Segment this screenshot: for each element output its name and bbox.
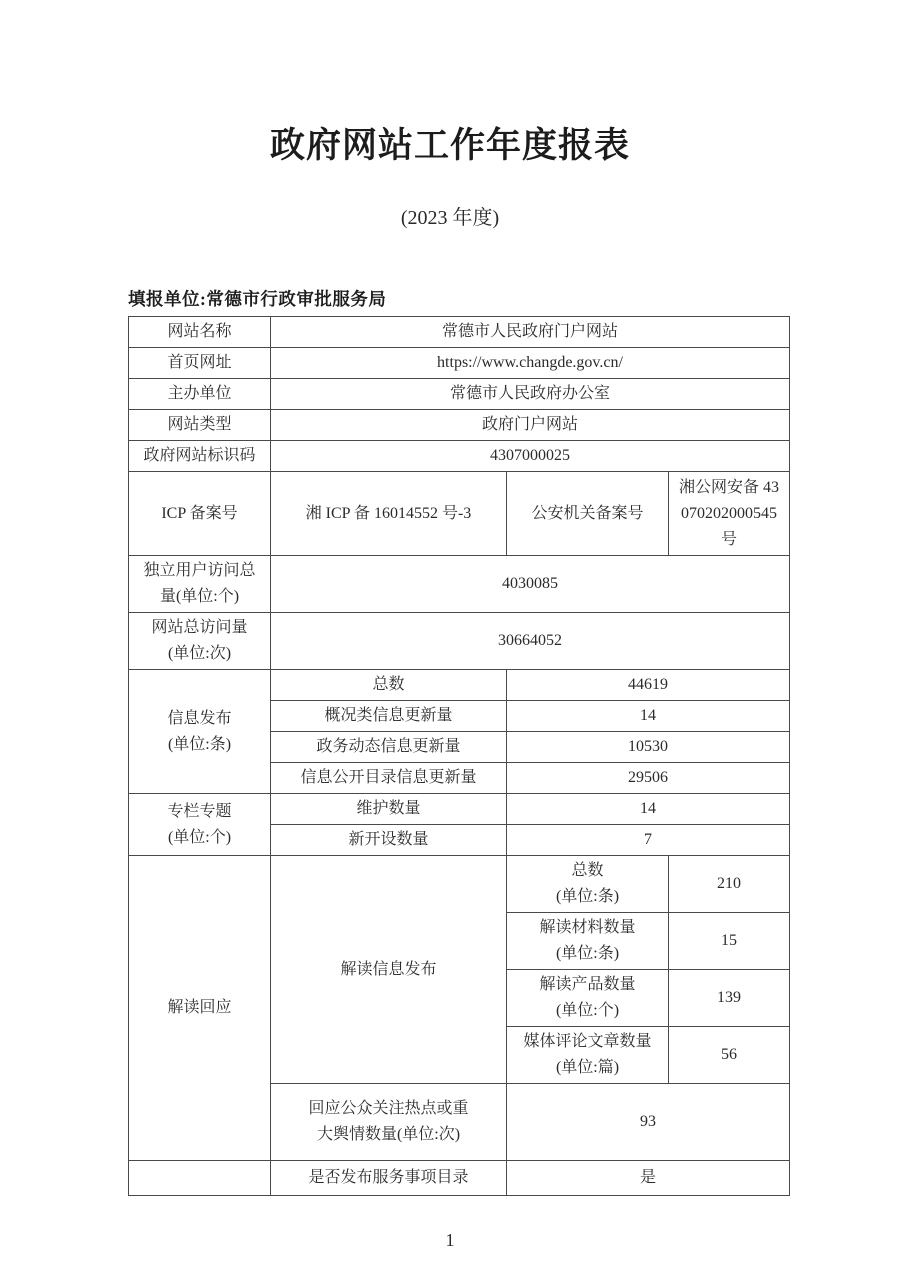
icp-value: 湘 ICP 备 16014552 号-3 [271,472,507,556]
table-row-site-name [129,317,790,348]
site-type-label: 网站类型 [129,410,271,441]
table-row-total-visits [129,613,790,670]
site-type-value: 政府门户网站 [271,410,790,441]
info-overview-label: 概况类信息更新量 [271,701,507,732]
report-subtitle: (2023 年度) [400,207,500,229]
site-name-label: 网站名称 [129,317,271,348]
info-publish-label-text: 信息发布 [167,709,232,727]
special-columns-unit: (单位:个) [167,828,232,846]
site-code-label: 政府网站标识码 [129,441,271,472]
home-url-value: https://www.changde.gov.cn/ [271,348,790,379]
interp-products-value: 139 [669,970,790,1027]
interp-media-value: 56 [669,1027,790,1084]
info-publish-label [129,670,271,794]
police-filing-label: 公安机关备案号 [507,472,669,556]
info-total-label: 总数 [271,670,507,701]
interp-total-unit: (单位:条) [555,888,620,905]
service-catalog-empty-cell [129,1161,271,1196]
interpretation-label: 解读回应 [129,856,271,1161]
unique-visitors-label: 独立用户访问总量(单位:个) [129,556,271,613]
organizer-value: 常德市人民政府办公室 [271,379,790,410]
table-row-info-total [129,670,790,701]
interp-materials-label [507,913,669,970]
columns-new-value: 7 [507,825,790,856]
police-filing-value: 湘公网安备 43070202000545 号 [669,472,790,556]
organizer-label: 主办单位 [129,379,271,410]
info-dynamics-value: 10530 [507,732,790,763]
interp-materials-value: 15 [669,913,790,970]
info-publish-unit: (单位:条) [167,735,232,753]
hotspot-label [271,1084,507,1161]
table-row-unique-visitors [129,556,790,613]
interp-group-label: 解读信息发布 [271,856,507,1084]
table-row-service-catalog [129,1161,790,1196]
interp-products-unit: (单位:个) [555,1002,620,1019]
info-overview-value: 14 [507,701,790,732]
interp-products-label-text: 解读产品数量 [539,976,636,993]
special-columns-label [129,794,271,856]
hotspot-value: 93 [507,1084,790,1161]
interp-total-label-text: 总数 [571,862,604,879]
table-row-organizer [129,379,790,410]
home-url-label: 首页网址 [129,348,271,379]
interp-products-label [507,970,669,1027]
columns-maintained-value: 14 [507,794,790,825]
interp-media-label [507,1027,669,1084]
interp-materials-unit: (单位:条) [555,945,620,962]
report-title: 政府网站工作年度报表 [269,126,630,165]
total-visits-unit: (单位:次) [167,645,232,662]
table-row-site-code [129,441,790,472]
columns-maintained-label: 维护数量 [271,794,507,825]
unique-visitors-value: 4030085 [271,556,790,613]
table-row-columns-maintained [129,794,790,825]
table-row-icp [129,472,790,556]
icp-label: ICP 备案号 [129,472,271,556]
table-row-home-url [129,348,790,379]
interp-media-unit: (单位:篇) [555,1059,620,1076]
interp-total-value: 210 [669,856,790,913]
columns-new-label: 新开设数量 [271,825,507,856]
info-total-value: 44619 [507,670,790,701]
service-catalog-label: 是否发布服务事项目录 [271,1161,507,1196]
table-row-interp-total [129,856,790,913]
site-code-value: 4307000025 [271,441,790,472]
special-columns-label-text: 专栏专题 [167,802,232,820]
interp-total-label [507,856,669,913]
interp-media-label-text: 媒体评论文章数量 [523,1033,652,1050]
total-visits-value: 30664052 [271,613,790,670]
page-number: 1 [445,1230,455,1250]
hotspot-label-text: 回应公众关注热点或重大舆情数量(单位:次) [308,1100,469,1143]
info-dynamics-label: 政务动态信息更新量 [271,732,507,763]
table-row-site-type [129,410,790,441]
info-catalog-value: 29506 [507,763,790,794]
interp-materials-label-text: 解读材料数量 [539,919,636,936]
service-catalog-value: 是 [507,1161,790,1196]
annual-report-table [128,316,790,1196]
info-catalog-label: 信息公开目录信息更新量 [271,763,507,794]
filing-unit: 填报单位:常德市行政审批服务局 [128,289,387,309]
site-name-value: 常德市人民政府门户网站 [271,317,790,348]
total-visits-label-text: 网站总访问量 [151,619,248,636]
total-visits-label [129,613,271,670]
